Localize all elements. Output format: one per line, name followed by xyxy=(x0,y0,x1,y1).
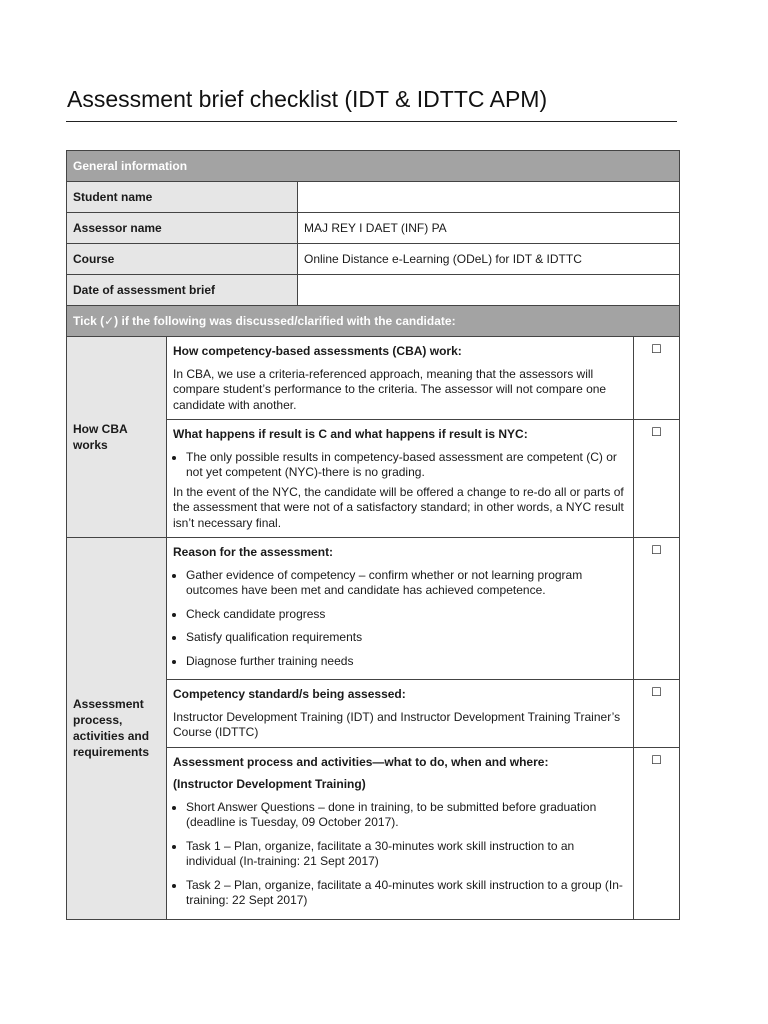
cba-item-1 xyxy=(167,337,634,420)
process-item-2-heading: Competency standard/s being assessed: xyxy=(173,687,406,701)
process-item-3-heading: Assessment process and activities—what to do, when and where: xyxy=(173,754,549,769)
cba-item-2-checkbox[interactable]: ☐ xyxy=(634,420,680,538)
assessor-name-row xyxy=(67,213,680,244)
process-item-2 xyxy=(167,680,634,748)
cba-item-2-heading: What happens if result is C and what happens if result is NYC: xyxy=(173,427,528,441)
cba-item-1-checkbox[interactable]: ☐ xyxy=(634,337,680,420)
course-row xyxy=(67,244,680,275)
general-info-header-row xyxy=(67,151,680,182)
student-name-row xyxy=(67,182,680,213)
student-name-label: Student name xyxy=(67,182,298,213)
date-label: Date of assessment brief xyxy=(67,275,298,306)
checklist-table xyxy=(66,150,680,920)
cba-group-label: How CBA works xyxy=(67,337,167,538)
list-item: • Check candidate progress xyxy=(186,607,627,623)
cba-item-1-heading: How competency-based assessments (CBA) work: xyxy=(173,344,462,358)
course-value[interactable]: Online Distance e-Learning (ODeL) for IDT & IDTTC xyxy=(298,244,680,275)
process-item-1 xyxy=(167,538,634,680)
title-divider xyxy=(66,121,677,122)
student-name-value[interactable] xyxy=(298,182,680,213)
tick-header: Tick (✓) if the following was discussed/clarified with the candidate: xyxy=(67,306,680,337)
cba-item-2 xyxy=(167,420,634,538)
list-item: • Diagnose further training needs xyxy=(186,654,627,670)
process-item-3-list xyxy=(173,800,627,909)
process-item-1-checkbox[interactable]: ☐ xyxy=(634,538,680,680)
list-item: • Gather evidence of competency – confirm whether or not learning program outcomes have been met and candidate has achieved competence. xyxy=(186,568,627,599)
general-info-header: General information xyxy=(67,151,680,182)
process-group-label: Assessment process, activities and requirements xyxy=(67,538,167,920)
list-item: • The only possible results in competency-based assessment are competent (C) or not yet competent (NYC)-there is no grading. xyxy=(186,450,627,481)
list-item: • Task 2 – Plan, organize, facilitate a 40-minutes work skill instruction to a group (In-training: 22 Sept 2017) xyxy=(186,878,627,909)
list-item: • Short Answer Questions – done in training, to be submitted before graduation (deadline is Tuesday, 09 October 2017). xyxy=(186,800,627,831)
cba-item-2-list xyxy=(173,450,627,481)
process-item-2-text: Instructor Development Training (IDT) and Instructor Development Training Trainer’s Course (IDTTC) xyxy=(173,709,621,739)
list-item: • Task 1 – Plan, organize, facilitate a 30-minutes work skill instruction to an individual (In-training: 21 Sept 2017) xyxy=(186,839,627,870)
cba-item-1-text: In CBA, we use a criteria-referenced approach, meaning that the assessors will compare student’s performance to the criteria. The assessor will not compare one candidate with another. xyxy=(173,366,607,412)
course-label: Course xyxy=(67,244,298,275)
assessor-name-value[interactable]: MAJ REY I DAET (INF) PA xyxy=(298,213,680,244)
date-value[interactable] xyxy=(298,275,680,306)
list-item: • Satisfy qualification requirements xyxy=(186,630,627,646)
process-item-1-row xyxy=(67,538,680,680)
date-row xyxy=(67,275,680,306)
process-item-3-checkbox[interactable]: ☐ xyxy=(634,747,680,919)
process-item-1-list xyxy=(173,568,627,670)
tick-header-row xyxy=(67,306,680,337)
process-item-3-subheading: (Instructor Development Training) xyxy=(173,777,366,791)
page-title: Assessment brief checklist (IDT & IDTTC APM) xyxy=(67,86,548,112)
process-item-2-checkbox[interactable]: ☐ xyxy=(634,680,680,748)
cba-item-2-text: In the event of the NYC, the candidate will be offered a change to re-do all or parts of the assessment that were not of a satisfactory standard; in other words, a NYC result isn’t necessary final. xyxy=(173,484,624,530)
assessor-name-label: Assessor name xyxy=(67,213,298,244)
process-item-1-heading: Reason for the assessment: xyxy=(173,545,334,559)
cba-item-1-row xyxy=(67,337,680,420)
process-item-3 xyxy=(167,747,634,919)
